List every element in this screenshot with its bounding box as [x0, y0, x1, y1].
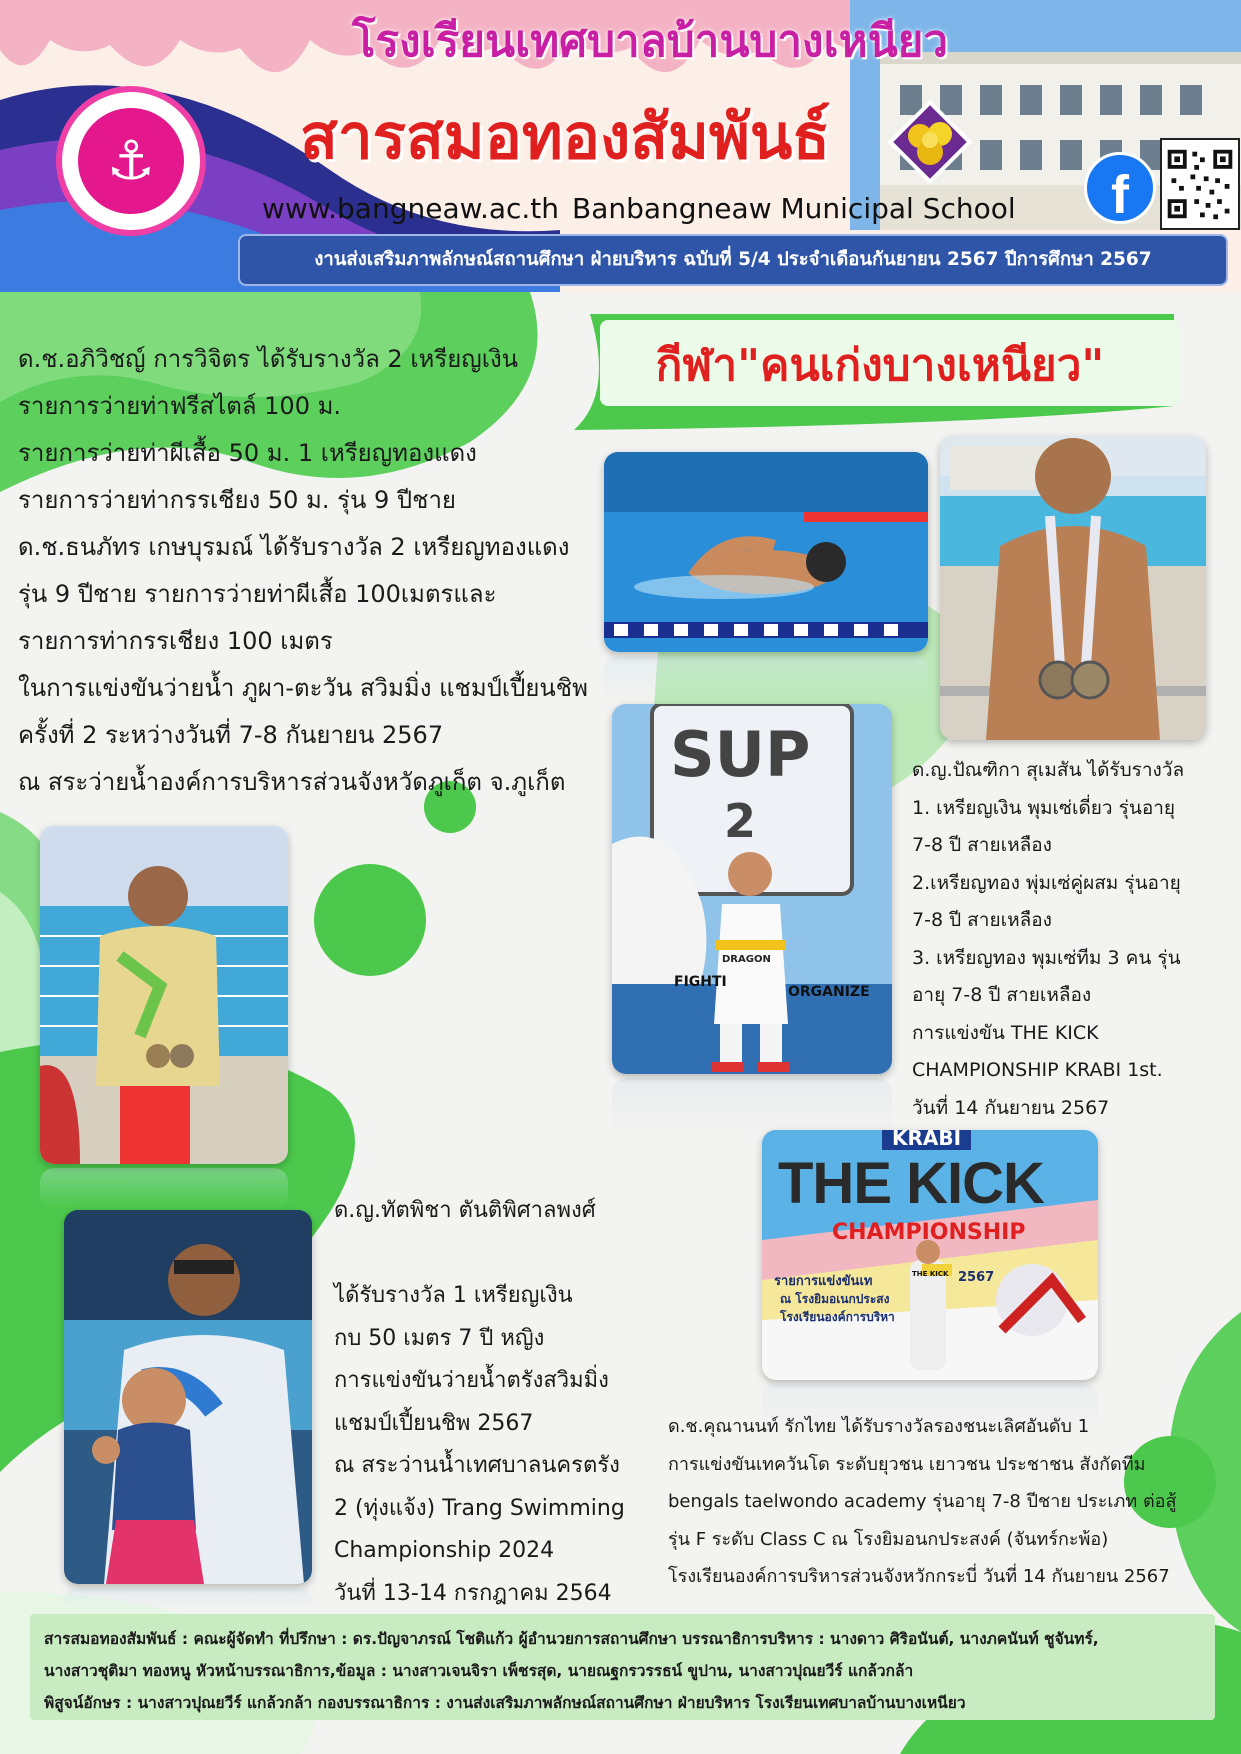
article-line: รายการว่ายท่ากรรเชียง 50 ม. รุ่น 9 ปีชาย [18, 486, 456, 514]
article-line: วันที่ 13-14 กรกฎาคม 2564 [334, 1580, 612, 1606]
section-title: กีฬา"คนเก่งบางเหนียว" [655, 340, 1105, 391]
article-line: ณ สระว่ายน้ำองค์การบริหารส่วนจังหวัดภูเก็ต จ.ภูเก็ต [18, 768, 566, 796]
article-line: 3. เหรียญทอง พุมเซ่ทีม 3 คน รุ่น [912, 946, 1181, 969]
article-line: รายการว่ายท่าผีเสื้อ 50 ม. 1 เหรียญทองแดง [18, 439, 477, 467]
article-line: วันที่ 14 กันยายน 2567 [912, 1096, 1110, 1119]
article-line: โรงเรียนองค์การบริหารส่วนจังหวักกระบี่ วันที่ 14 กันยายน 2567 [668, 1566, 1170, 1588]
trang-article [334, 1190, 625, 1615]
issue-info-bar: งานส่งเสริมภาพลักษณ์สถานศึกษา ฝ่ายบริหาร ฉบับที่ 5/4 ประจำเดือนกันยายน 2567 ปีการศึกษา 2567 [238, 234, 1228, 286]
photo-banner-text: THE KICK [912, 1270, 949, 1278]
article-line: รายการท่ากรรเชียง 100 เมตร [18, 627, 333, 655]
boy-swimmer-medals-photo [40, 826, 288, 1164]
article-line: ณ สระว่านน้ำเทศบาลนครตรัง [334, 1453, 620, 1478]
article-line: ด.ช.อภิวิชญ์ การวิจิตร ได้รับรางวัล 2 เหรียญเงิน [18, 345, 519, 373]
website-url[interactable]: www.bangneaw.ac.th [262, 192, 560, 225]
photo-reflection [40, 1168, 288, 1208]
article-line: 2.เหรียญทอง พุ่มเซ่คู่ผสม รุ่นอายุ [912, 871, 1181, 894]
qr-code-icon[interactable] [1160, 138, 1240, 230]
school-logo [56, 86, 206, 236]
article-line: อายุ 7-8 ปี สายเหลือง [912, 984, 1092, 1006]
photo-banner-text: CHAMPIONSHIP [832, 1220, 1026, 1245]
article-line: ด.ญ.ทัตพิชา ตันติพิศาลพงศ์ [334, 1198, 596, 1223]
photo-banner-text: 2567 [958, 1270, 995, 1285]
photo-reflection [612, 1078, 892, 1138]
photo-reflection [604, 656, 928, 702]
father-daughter-photo [64, 1210, 312, 1584]
article-line: 7-8 ปี สายเหลือง [912, 834, 1052, 856]
taekwondo-article [912, 752, 1184, 1127]
footer-line: นางสาวชุติมา ทองหนู หัวหน้าบรรณาธิการ,ข้อมูล : นางสาวเจนจิรา เพ็ชรสุด, นายณฐกรวรรธน์ ขูปาน, นางสาวปุณยวีร์ แกล้วกล้า [44, 1662, 914, 1680]
photo-banner-text: KRABI [882, 1130, 971, 1150]
boy-medals-photo [940, 436, 1206, 740]
swim-article [18, 336, 588, 806]
article-line: ด.ช.คุณานนท์ รักไทย ได้รับรางวัลรองชนะเลิศอันดับ 1 [668, 1416, 1090, 1437]
photo-belt-text: DRAGON [722, 954, 771, 965]
article-line: การแข่งขันว่ายน้ำตรังสวิมมิ่ง [334, 1368, 609, 1393]
photo-reflection [64, 1588, 312, 1612]
photo-sign-text: 2 [724, 794, 757, 848]
article-line: ในการแข่งขันว่ายน้ำ ภูผา-ตะวัน สวิมมิ่ง แชมป์เปี้ยนชิพ [18, 674, 588, 702]
article-line: รุ่น F ระดับ Class C ณ โรงยิมอนกประสงค์ (จันทร์กะพ้อ) [668, 1528, 1109, 1550]
article-line: การแข่งขันเทควันโด ระดับยุวชน เยาวชน ประชาชน สังกัดทีม [668, 1453, 1146, 1475]
the-kick-photo [762, 1130, 1098, 1380]
article-line: ครั้งที่ 2 ระหว่างวันที่ 7-8 กันยายน 2567 [18, 721, 444, 749]
header [0, 0, 1241, 292]
swimmer-photo [604, 452, 928, 652]
article-line [334, 1233, 625, 1276]
article-line: ได้รับรางวัล 1 เหรียญเงิน [334, 1283, 573, 1308]
anchor-logo-icon: ⚓ [78, 108, 184, 214]
photo-banner-text: รายการแข่งขันเท [774, 1274, 873, 1289]
photo-banner-text: โรงเรียนองค์การบริหา [780, 1310, 895, 1324]
photo-banner-text: FIGHTI [674, 974, 727, 990]
newsletter-title: สารสมอทองสัมพันธ์ [300, 100, 831, 173]
photo-banner-text: THE KICK [778, 1151, 1044, 1216]
taekwondo-girl-photo [612, 704, 892, 1074]
article-line: 7-8 ปี สายเหลือง [912, 909, 1052, 931]
photo-sign-text: SUP [670, 718, 811, 791]
article-line: ด.ช.ธนภัทร เกษบุรมณ์ ได้รับรางวัล 2 เหรียญทองแดง [18, 533, 570, 561]
article-line: กบ 50 เมตร 7 ปี หญิง [334, 1325, 545, 1351]
photo-banner-text: ณ โรงยิมอเนกประสง [780, 1292, 890, 1306]
footer-line: พิสูจน์อักษร : นางสาวปุณยวีร์ แกล้วกล้า กองบรรณาธิการ : งานส่งเสริมภาพลักษณ์สถานศึกษา ฝ่ายบริหาร โรงเรียนเทศบาลบ้านบางเหนียว [44, 1694, 966, 1712]
article-line: 1. เหรียญเงิน พุมเซ่เดี่ยว รุ่นอายุ [912, 796, 1176, 819]
article-line: ด.ญ.ปัณฑิกา สุเมสัน ได้รับรางวัล [912, 759, 1185, 781]
footer-line: สารสมอทองสัมพันธ์ : คณะผู้จัดทำ ที่ปรึกษา : ดร.ปัญจาภรณ์ โชติแก้ว ผู้อำนวยการสถานศึกษา บรรณาธิการบริหาร : นางดาว ศิริอนันต์, นางภคนันท์ ชูจันทร์, [44, 1630, 1099, 1648]
photo-banner-text: ORGANIZE [788, 984, 870, 1000]
school-name: โรงเรียนเทศบาลบ้านบางเหนียว [351, 16, 949, 67]
article-line: Championship 2024 [334, 1538, 555, 1563]
article-line: แชมป์เปี้ยนชิพ 2567 [334, 1410, 534, 1436]
article-line: การแข่งขัน THE KICK [912, 1021, 1099, 1044]
article-line: bengals taelwondo academy รุ่นอายุ 7-8 ปีชาย ประเภท ต่อสู้ [668, 1491, 1177, 1513]
article-line: รายการว่ายท่าฟรีสไตล์ 100 ม. [18, 392, 342, 420]
school-english-name: Banbangneaw Municipal School [572, 192, 1016, 225]
article-line: รุ่น 9 ปีชาย รายการว่ายท่าผีเสื้อ 100เมตรและ [18, 580, 497, 608]
facebook-icon[interactable]: f [1084, 152, 1156, 224]
article-line: CHAMPIONSHIP KRABI 1st. [912, 1059, 1163, 1081]
krabi-article [668, 1408, 1176, 1596]
credits-footer [30, 1614, 1215, 1720]
flower-emblem-icon [884, 96, 976, 188]
article-line: 2 (ทุ่งแจ้ง) Trang Swimming [334, 1495, 625, 1521]
